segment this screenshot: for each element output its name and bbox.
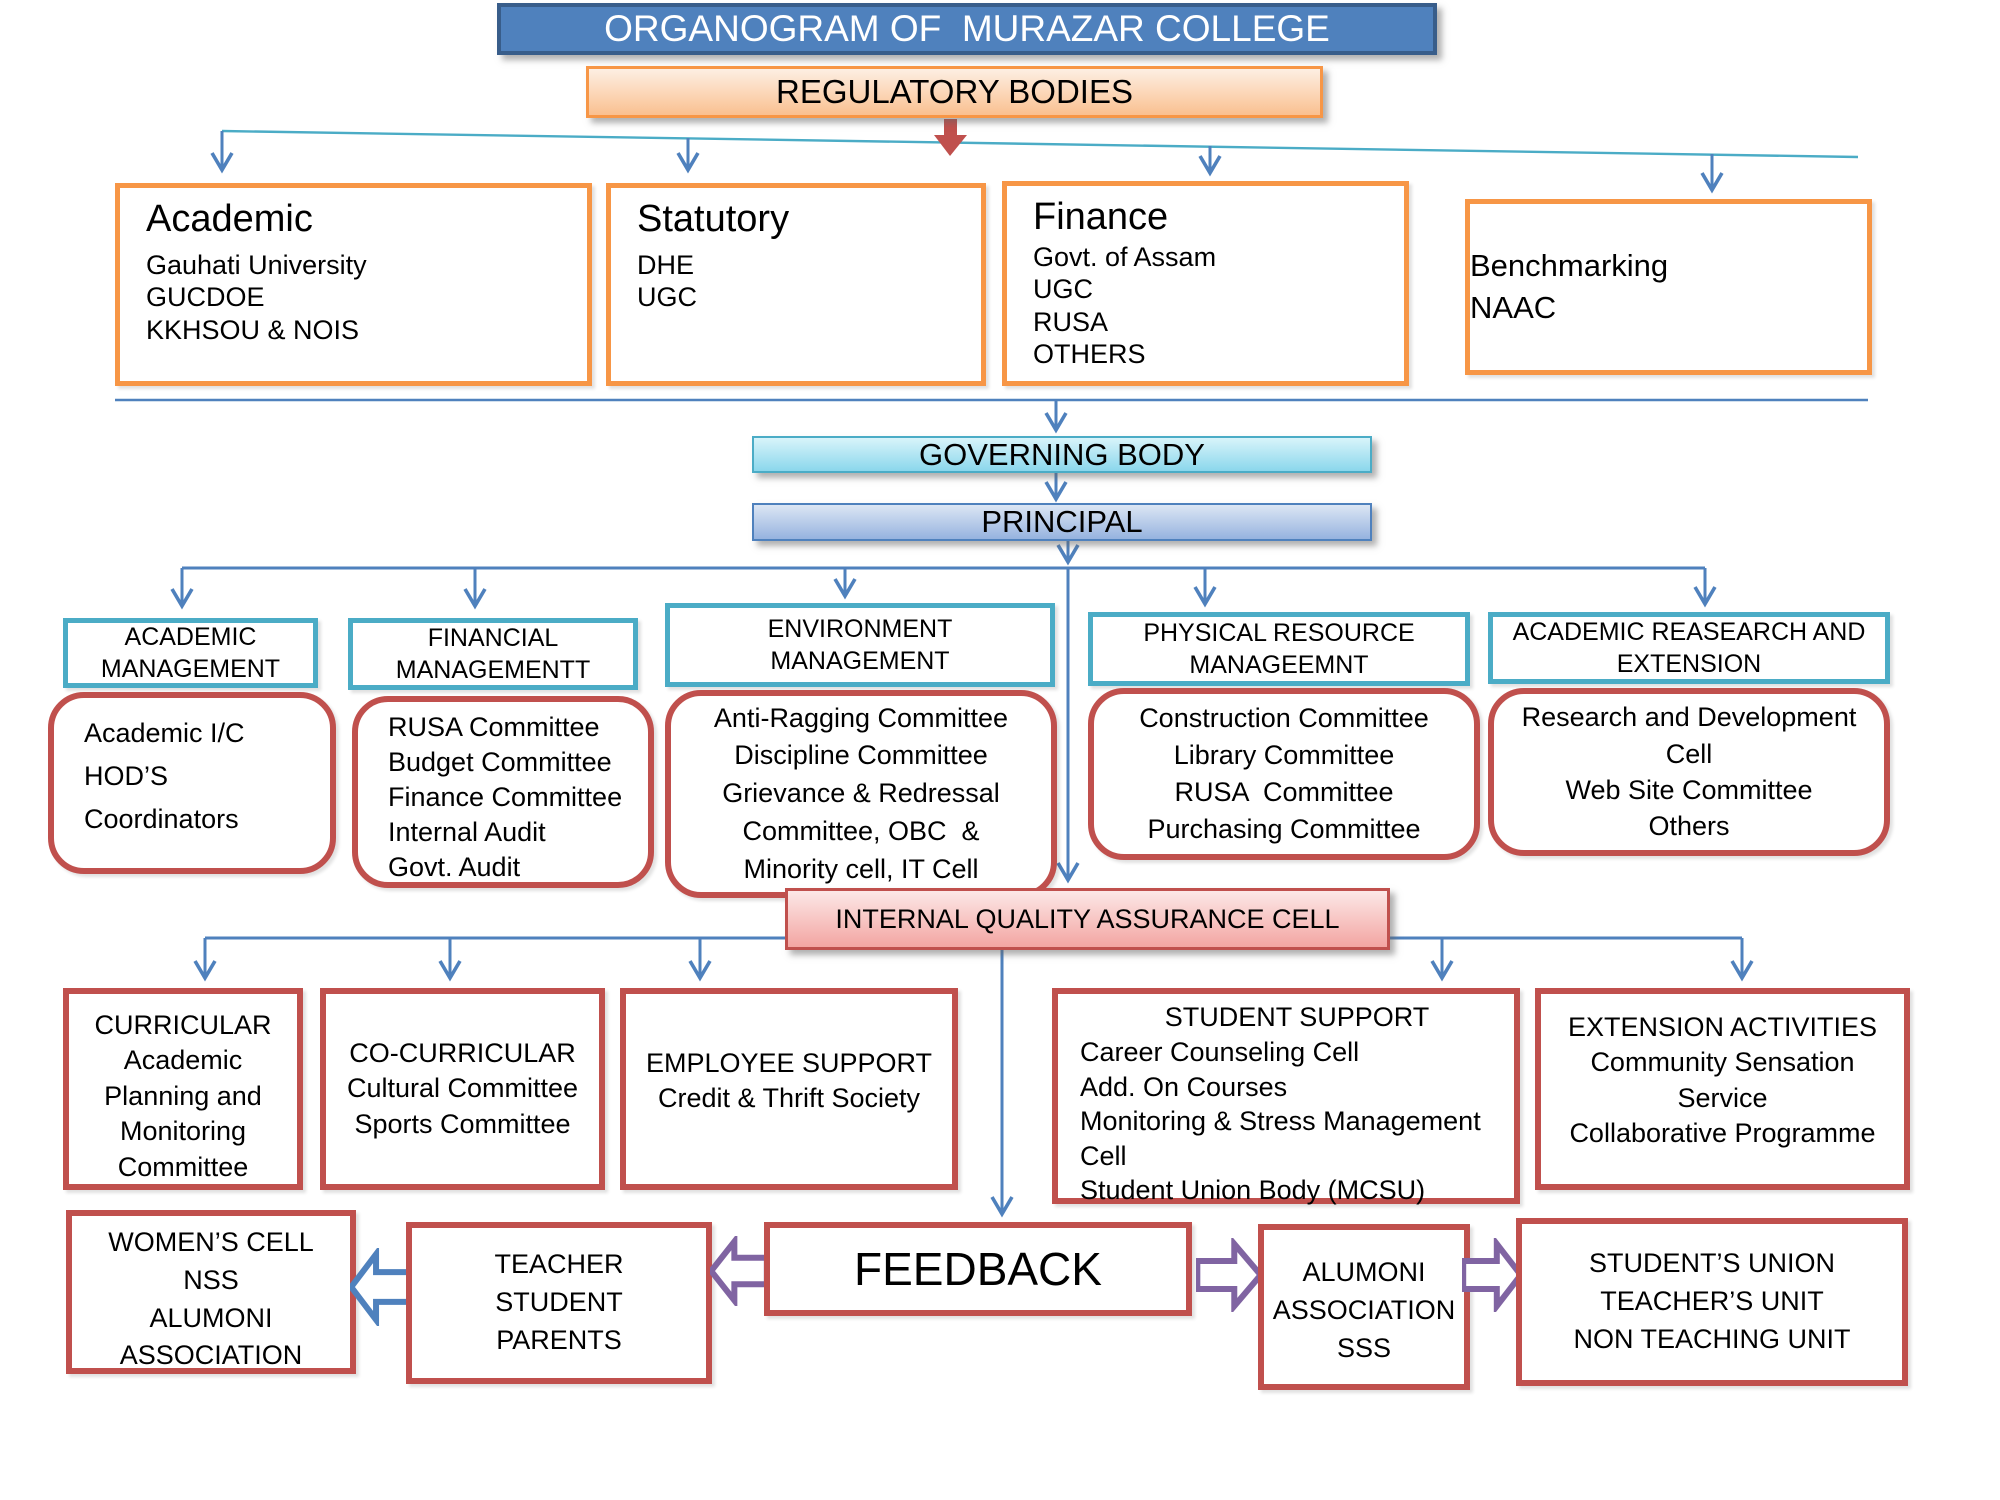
student-support-box bbox=[1052, 988, 1520, 1204]
body-line: Anti-Ragging Committee bbox=[713, 702, 1009, 733]
body-line: Finance Committee bbox=[388, 782, 623, 813]
benchmarking-line: Benchmarking bbox=[1470, 248, 1669, 284]
finance-line: OTHERS bbox=[1033, 339, 1146, 370]
header-line: EXTENSION bbox=[1616, 650, 1762, 678]
co-curricular-box bbox=[320, 988, 605, 1190]
body-line: Internal Audit bbox=[388, 817, 546, 848]
teacher-to-women-arrow-icon bbox=[350, 1248, 412, 1326]
statutory-body-box bbox=[606, 183, 986, 386]
box-line: ALUMONI bbox=[149, 1302, 273, 1333]
statutory-line: DHE bbox=[637, 250, 695, 280]
box-header: EMPLOYEE SUPPORT bbox=[645, 1048, 933, 1078]
financial-management-body bbox=[352, 696, 654, 888]
body-line: Govt. Audit bbox=[388, 852, 521, 883]
physical-resource-management-header bbox=[1088, 612, 1470, 686]
box-line: Career Counseling Cell bbox=[1080, 1037, 1360, 1068]
box-line: STUDENT bbox=[495, 1287, 623, 1318]
principal-banner: PRINCIPAL bbox=[752, 503, 1372, 541]
finance-line: UGC bbox=[1033, 274, 1093, 305]
red-down-arrow-icon bbox=[934, 119, 967, 156]
extension-activities-box bbox=[1535, 988, 1910, 1190]
academic-line: Gauhati University bbox=[146, 250, 367, 280]
body-line: Coordinators bbox=[84, 804, 239, 835]
header-line: PHYSICAL RESOURCE bbox=[1143, 618, 1415, 647]
employee-support-box bbox=[620, 988, 958, 1190]
regulatory-bodies-banner: REGULATORY BODIES bbox=[586, 66, 1323, 118]
box-header: STUDENT SUPPORT bbox=[1164, 1002, 1430, 1032]
body-line: Discipline Committee bbox=[734, 740, 988, 771]
body-line: RUSA Committee bbox=[1174, 777, 1394, 807]
box-line: TEACHER bbox=[494, 1249, 624, 1280]
box-line: Planning and bbox=[104, 1080, 262, 1111]
box-line: NSS bbox=[183, 1264, 239, 1295]
box-line: Collaborative Programme bbox=[1569, 1118, 1876, 1149]
body-line: RUSA Committee bbox=[388, 712, 600, 742]
body-line: Grievance & Redressal bbox=[722, 778, 1000, 809]
finance-line: RUSA bbox=[1033, 306, 1109, 337]
academic-body-box bbox=[115, 183, 592, 386]
students-union-box bbox=[1516, 1218, 1908, 1386]
box-header: CURRICULAR bbox=[94, 1010, 272, 1040]
body-line: Cell bbox=[1665, 738, 1713, 769]
womens-cell-box bbox=[66, 1210, 356, 1374]
body-line: Purchasing Committee bbox=[1147, 814, 1421, 845]
academic-management-body bbox=[48, 692, 336, 874]
governing-body-banner: GOVERNING BODY bbox=[752, 436, 1372, 473]
feedback-to-alumoni-arrow-icon bbox=[1196, 1238, 1262, 1312]
box-line: SSS bbox=[1336, 1332, 1392, 1363]
box-line: Cultural Committee bbox=[346, 1072, 579, 1103]
box-line: Service bbox=[1677, 1082, 1768, 1113]
box-line: Sports Committee bbox=[354, 1108, 571, 1139]
header-line: MANAGEMENT bbox=[100, 655, 281, 683]
box-line: ALUMONI bbox=[1302, 1257, 1426, 1287]
teacher-student-parents-box bbox=[406, 1222, 712, 1384]
body-line: Academic I/C bbox=[84, 718, 245, 748]
alumoni-association-box bbox=[1258, 1224, 1470, 1390]
academic-line: KKHSOU & NOIS bbox=[146, 314, 360, 345]
box-header: CO-CURRICULAR bbox=[349, 1037, 576, 1068]
environment-management-body bbox=[665, 690, 1057, 898]
header-line: FINANCIAL bbox=[427, 623, 559, 652]
box-line: Student Union Body (MCSU) bbox=[1080, 1175, 1426, 1206]
finance-body-box bbox=[1002, 181, 1409, 386]
statutory-heading: Statutory bbox=[637, 198, 790, 240]
page-title: ORGANOGRAM OF MURAZAR COLLEGE bbox=[497, 3, 1437, 55]
box-line: Credit & Thrift Society bbox=[657, 1083, 921, 1114]
academic-heading: Academic bbox=[146, 198, 313, 240]
box-line: Academic bbox=[123, 1045, 243, 1076]
header-line: ENVIRONMENT bbox=[767, 614, 953, 643]
environment-management-header bbox=[665, 603, 1055, 687]
box-line: ASSOCIATION bbox=[1272, 1294, 1456, 1325]
feedback-box bbox=[764, 1222, 1192, 1316]
academic-research-extension-body bbox=[1488, 688, 1890, 856]
box-line: TEACHER’S UNIT bbox=[1600, 1286, 1824, 1317]
feedback-label: FEEDBACK bbox=[854, 1243, 1102, 1295]
body-line: Committee, OBC & bbox=[742, 815, 980, 846]
header-line: MANAGEMENTT bbox=[395, 656, 591, 684]
alumoni-to-union-arrow-icon bbox=[1462, 1238, 1522, 1312]
box-line: Monitoring & Stress Management bbox=[1080, 1106, 1481, 1137]
finance-heading: Finance bbox=[1033, 196, 1169, 238]
academic-line: GUCDOE bbox=[146, 282, 265, 313]
body-line: Library Committee bbox=[1173, 739, 1395, 770]
header-line: MANAGEEMNT bbox=[1189, 651, 1369, 679]
header-line: MANAGEMENT bbox=[770, 647, 950, 675]
body-line: Others bbox=[1648, 811, 1730, 842]
benchmarking-line: NAAC bbox=[1470, 290, 1557, 325]
finance-line: Govt. of Assam bbox=[1033, 242, 1217, 272]
header-line: ACADEMIC REASEARCH AND bbox=[1512, 617, 1866, 646]
box-line: ASSOCIATION bbox=[119, 1340, 303, 1371]
statutory-line: UGC bbox=[637, 282, 697, 313]
box-line: Add. On Courses bbox=[1080, 1071, 1288, 1102]
box-line: Monitoring bbox=[119, 1116, 247, 1147]
curricular-box bbox=[63, 988, 303, 1190]
body-line: Web Site Committee bbox=[1565, 775, 1813, 805]
body-line: Budget Committee bbox=[388, 747, 612, 778]
financial-management-header bbox=[348, 618, 638, 690]
box-line: PARENTS bbox=[496, 1324, 622, 1355]
box-line: NON TEACHING UNIT bbox=[1573, 1323, 1851, 1354]
physical-resource-management-body bbox=[1088, 688, 1480, 860]
iqac-banner: INTERNAL QUALITY ASSURANCE CELL bbox=[785, 888, 1390, 950]
box-line: STUDENT’S UNION bbox=[1588, 1248, 1835, 1279]
body-line: Research and Development bbox=[1521, 702, 1857, 733]
academic-research-extension-header bbox=[1488, 612, 1890, 684]
header-line: ACADEMIC bbox=[124, 622, 257, 651]
box-line: Committee bbox=[117, 1151, 249, 1182]
benchmarking-body-box bbox=[1465, 199, 1872, 375]
body-line: Construction Committee bbox=[1139, 702, 1429, 733]
box-line: Cell bbox=[1080, 1140, 1127, 1171]
box-header: EXTENSION ACTIVITIES bbox=[1567, 1012, 1878, 1042]
feedback-to-teacher-arrow-icon bbox=[710, 1236, 768, 1306]
box-line: WOMEN’S CELL bbox=[108, 1227, 314, 1257]
body-line: HOD’S bbox=[84, 761, 169, 792]
academic-management-header bbox=[63, 618, 318, 688]
box-line: Community Sensation bbox=[1590, 1047, 1855, 1078]
body-line: Minority cell, IT Cell bbox=[743, 853, 979, 884]
